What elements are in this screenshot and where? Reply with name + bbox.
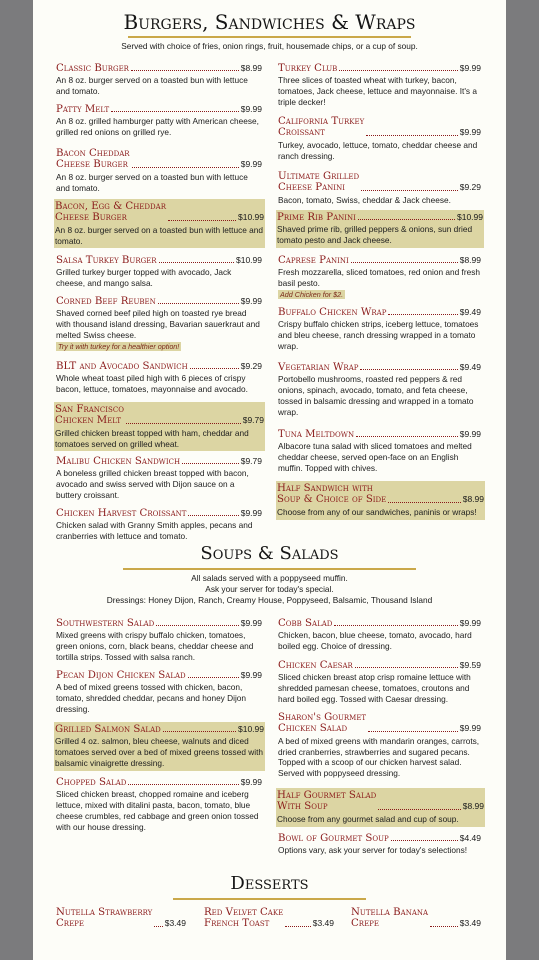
title-underline <box>128 36 411 38</box>
item-note: Try it with turkey for a healthier option! <box>58 341 180 351</box>
menu-page <box>33 0 506 960</box>
menu-item: Southwestern Salad $9.99 Mixed greens with crispy buffalo chicken, tomatoes, green onions, corn, black beans, cheddar cheese and tortilla strips. Tossed with salsa ranch. <box>56 618 262 662</box>
menu-item: Tuna Meltdown $9.99 Albacore tuna salad with sliced tomatoes and melted cheddar cheese, served open-face on an English muffin. Topped with chives. <box>278 429 481 473</box>
menu-item: Malibu Chicken Sandwich $9.79 A boneless grilled chicken breast topped with bacon, avocado and swiss served with Dijon sauce on a buttery croissant. <box>56 456 262 500</box>
menu-item: Ultimate Grilled Cheese Panini $9.29 Bacon, tomato, Swiss, cheddar & Jack cheese. <box>278 171 481 205</box>
menu-item: Chicken Caesar $9.59 Sliced chicken breast atop crisp romaine lettuce with shredded pamesan cheese, tomatoes, croutons and hard boiled egg. Tossed with Caesar dressing. <box>278 660 481 704</box>
menu-item: Chopped Salad $9.99 Sliced chicken breast, chopped romaine and iceberg lettuce, mixed with ditalini pasta, bacon, tomato, blue cheese crumbles, red cabbage and green onion tossed with our house dressing. <box>56 777 262 832</box>
menu-item-featured: Bacon, Egg & Cheddar Cheese Burger $10.99 An 8 oz. burger served on a toasted bun with lettuce and tomato. <box>54 199 265 248</box>
menu-item-featured: Half Sandwich with Soup & Choice of Side $8.99 Choose from any of our sandwiches, paninis or wraps! <box>276 481 485 520</box>
dessert-item: Nutella Strawberry Crepe $3.49 <box>56 907 186 930</box>
title-underline <box>173 898 366 900</box>
menu-item: BLT and Avocado Sandwich $9.29 Whole wheat toast piled high with 6 pieces of crispy bacon, lettuce, tomatoes, mayonnaise and avocado. <box>56 361 262 395</box>
menu-item: Buffalo Chicken Wrap $9.49 Crispy buffalo chicken strips, iceberg lettuce, tomatoes and bleu cheese, ranch dressing wrapped in a tomato wrap. <box>278 307 481 351</box>
menu-item: Bowl of Gourmet Soup $4.49 Options vary, ask your server for today's selections! <box>278 833 481 856</box>
dessert-item: Nutella Banana Crepe $3.49 <box>351 907 481 930</box>
title-underline <box>123 568 416 570</box>
menu-item: California Turkey Croissant $9.99 Turkey, avocado, lettuce, tomato, cheddar cheese and ranch dressing. <box>278 116 481 161</box>
menu-item-featured: Grilled Salmon Salad $10.99 Grilled 4 oz. salmon, bleu cheese, walnuts and diced tomatoes served over a bed of mixed greens tossed with balsamic vinaigrette dressing. <box>54 722 265 771</box>
menu-item: Sharon's Gourmet Chicken Salad $9.99 A bed of mixed greens with mandarin oranges, carrots, dried cranberries, strawberries and sugared pecans. Topped with a scoop of our chicken harvest salad. Served with poppyseed dressing. <box>278 712 481 779</box>
menu-item: Turkey Club $9.99 Three slices of toasted wheat with turkey, bacon, tomatoes, Jack cheese, lettuce and mayonnaise. It's a triple decker! <box>278 63 481 107</box>
menu-item: Patty Melt $9.99 An 8 oz. grilled hamburger patty with American cheese, grilled red onions on grilled rye. <box>56 104 262 138</box>
menu-item: Classic Burger $8.99 An 8 oz. burger served on a toasted bun with lettuce and tomato. <box>56 63 262 97</box>
menu-item: Caprese Panini $8.99 Fresh mozzarella, sliced tomatoes, red onion and fresh basil pesto. Add Chicken for $2. <box>278 255 481 299</box>
menu-item: Pecan Dijon Chicken Salad $9.99 A bed of mixed greens tossed with chicken, bacon, tomato, shredded cheddar, pecans and honey Dijon dressing. <box>56 670 262 714</box>
soups-subtitle-3: Dressings: Honey Dijon, Ranch, Creamy House, Poppyseed, Balsamic, Thousand Island <box>106 595 433 605</box>
soups-section-title: Soups & Salads <box>200 543 339 564</box>
burgers-subtitle: Served with choice of fries, onion rings, fruit, housemade chips, or a cup of soup. <box>121 41 418 51</box>
menu-item: Corned Beef Reuben $9.99 Shaved corned beef piled high on toasted rye bread with thousand island dressing, Bavarian sauerkraut and melted Swiss cheese. Try it with turkey for a healthier option! <box>56 296 262 351</box>
menu-item: Cobb Salad $9.99 Chicken, bacon, blue cheese, tomato, avocado, hard boiled egg. Choice of dressing. <box>278 618 481 652</box>
menu-item: Bacon Cheddar Cheese Burger $9.99 An 8 oz. burger served on a toasted bun with lettuce and tomato. <box>56 148 262 193</box>
soups-subtitle-2: Ask your server for today's special. <box>205 584 334 594</box>
desserts-section-title: Desserts <box>230 873 309 894</box>
menu-item-featured: San Francisco Chicken Melt $9.79 Grilled chicken breast topped with ham, cheddar and tomatoes served on grilled wheat. <box>54 402 265 451</box>
menu-item: Vegetarian Wrap $9.49 Portobello mushrooms, roasted red peppers & red onions, spinach, avocado, tomato, and feta cheese, tossed in balsamic dressing and wrapped in a tomato wrap. <box>278 362 481 417</box>
menu-item: Salsa Turkey Burger $10.99 Grilled turkey burger topped with avocado, Jack cheese, and mango salsa. <box>56 255 262 289</box>
dessert-item: Red Velvet Cake French Toast $3.49 <box>204 907 334 930</box>
item-note: Add Chicken for $2. <box>280 290 344 299</box>
soups-subtitle-1: All salads served with a poppyseed muffin. <box>191 573 348 583</box>
burgers-section-title: Burgers, Sandwiches & Wraps <box>123 10 416 34</box>
menu-item: Chicken Harvest Croissant $9.99 Chicken salad with Granny Smith apples, pecans and cranberries with lettuce and tomato. <box>56 508 262 542</box>
menu-item-featured: Prime Rib Panini $10.99 Shaved prime rib, grilled peppers & onions, sun dried tomato pesto and Jack cheese. <box>276 210 484 248</box>
menu-item-featured: Half Gourmet Salad With Soup $8.99 Choose from any gourmet salad and cup of soup. <box>276 788 485 827</box>
